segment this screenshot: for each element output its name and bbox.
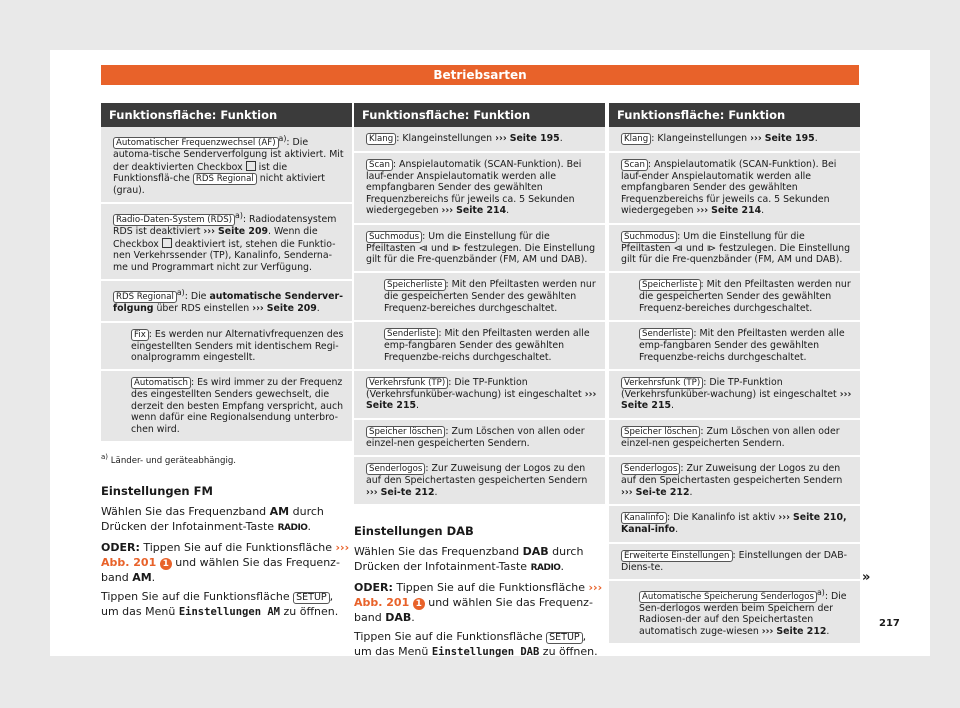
table-row: Speicher löschen : Zum Löschen von allen oder einzel-nen gespeicherten Sendern. — [354, 420, 605, 457]
figure-ref: Abb. 201 — [354, 596, 410, 610]
paragraph: Wählen Sie das Frequenzband AM durch Drücken der Infotainment-Taste RADIO. — [101, 504, 324, 533]
arrow-icon: ››› — [839, 389, 852, 401]
table-row: Scan : Anspielautomatik (SCAN-Funktion). Bei lauf-ender Anspielautomatik werden alle empfangbaren Sender des gewählten Frequenzbereichs für jeweils ca. 5 Sekunden wiedergegeben ››› Seite 214. — [354, 153, 605, 225]
page-ref: Seite 209 — [266, 303, 317, 315]
kanalinfo-button: Kanalinfo — [621, 512, 667, 524]
table-row: Suchmodus : Um die Einstellung für die Pfeiltasten ⧏ und ⧐ festzulegen. Die Einstellung gilt für die Fre-quenzbänder (FM, AM und DAB). — [609, 225, 860, 274]
arrow-icon: ››› — [621, 486, 633, 498]
arrow-icon: ››› — [441, 205, 454, 217]
section-heading: Einstellungen FM — [101, 483, 213, 498]
footnote-mark: a) — [235, 211, 243, 221]
menu-name: Einstellungen AM — [178, 605, 280, 618]
section-heading: Einstellungen DAB — [354, 524, 474, 539]
continue-icon: » — [862, 570, 871, 585]
speicherliste-button: Speicherliste — [639, 279, 701, 291]
row-text: über RDS einstellen — [153, 303, 253, 315]
footnote-mark: a) — [176, 288, 185, 298]
prev-arrow-icon: ⧏ — [673, 242, 683, 254]
arrow-icon: ››› — [335, 540, 350, 554]
af-button: Automatischer Frequenzwechsel (AF) — [113, 137, 279, 149]
checkbox-icon — [246, 161, 256, 171]
rds-button: Radio-Daten-System (RDS) — [113, 214, 235, 226]
setup-button: SETUP — [293, 592, 330, 604]
senderliste-button: Senderliste — [384, 328, 438, 340]
row-text: : Es werden nur Alternativfrequenzen des eingestellten Senders mit identischem Regi-onalprogramm eingestellt. — [131, 328, 344, 364]
arrow-icon: ››› — [252, 303, 264, 315]
paragraph: Wählen Sie das Frequenzband DAB durch Drücken der Infotainment-Taste RADIO. — [354, 545, 584, 574]
column-1 — [101, 103, 352, 624]
table-row — [101, 204, 352, 281]
setup-button: SETUP — [546, 632, 583, 644]
next-arrow-icon: ⧐ — [706, 242, 717, 254]
erweiterte-einstellungen-button: Erweiterte Einstellungen — [621, 550, 733, 562]
arrow-icon: ››› — [696, 205, 709, 217]
callout-number: 1 — [413, 598, 425, 610]
prev-arrow-icon: ⧏ — [418, 242, 428, 254]
row-text: : Die — [184, 291, 210, 303]
klang-button: Klang — [621, 133, 651, 145]
arrow-icon: ››› — [366, 486, 378, 498]
table-row: Verkehrsfunk (TP) : Die TP-Funktion (Verkehrsfunküber-wachung) ist eingeschaltet ››› Seite 215. — [354, 371, 605, 420]
speicher-loeschen-button: Speicher löschen — [366, 426, 445, 438]
arrow-icon: ››› — [750, 133, 762, 144]
paragraph: ODER: Tippen Sie auf die Funktionsfläche ››› Abb. 201 1 und wählen Sie das Frequenz-band AM. — [101, 540, 350, 584]
table-row: Senderlogos : Zur Zuweisung der Logos zu den auf den Speichertasten gespeicherten Sendern ››› Sei-te 212. — [354, 457, 605, 506]
row-text: nicht aktiviert (grau). — [113, 172, 325, 196]
table-header: Funktionsfläche: Funktion — [354, 103, 605, 127]
auto-speicherung-senderlogos-button: Automatische Speicherung Senderlogos — [639, 591, 817, 603]
table-row: Suchmodus : Um die Einstellung für die Pfeiltasten ⧏ und ⧐ festzulegen. Die Einstellung gilt für die Fre-quenzbänder (FM, AM und DAB). — [354, 225, 605, 274]
automatisch-button: Automatisch — [131, 377, 191, 389]
paragraph: Tippen Sie auf die Funktionsfläche SETUP , um das Menü Einstellungen DAB zu öffnen. — [354, 630, 598, 659]
rds-regional-button: RDS Regional — [193, 173, 257, 185]
paragraph: Tippen Sie auf die Funktionsfläche SETUP , um das Menü Einstellungen AM zu öffnen. — [101, 589, 339, 618]
callout-number: 1 — [160, 558, 172, 570]
speicher-loeschen-button: Speicher löschen — [621, 426, 700, 438]
scan-button: Scan — [621, 159, 648, 171]
table-row: Erweiterte Einstellungen : Einstellungen der DAB-Diens-te. — [609, 544, 860, 581]
row-text: : Radiodatensystem RDS ist deaktiviert — [113, 214, 337, 238]
arrow-icon: ››› — [203, 226, 216, 238]
column-2 — [354, 103, 605, 664]
table-row: Klang : Klangeinstellungen ››› Seite 195. — [609, 127, 860, 153]
column-3 — [609, 103, 860, 645]
radio-key-icon: RADIO — [530, 563, 561, 574]
row-text: : Es wird immer zu der Frequenz des eingestellten Senders gewechselt, die derzeit den besten Empfang verspricht, auch wenn dafür eine Regionalsendung unterbro-chen wird. — [131, 377, 344, 435]
page-ref: Seite 209 — [218, 226, 268, 238]
rds-regional-button: RDS Regional — [113, 291, 177, 303]
klang-button: Klang — [366, 133, 396, 145]
table-row — [101, 323, 352, 372]
row-text: : Die automa-tische Senderverfolgung ist aktiviert. Mit der deaktivierten Checkbox — [113, 137, 344, 173]
footnote-mark: a) — [101, 453, 109, 462]
suchmodus-button: Suchmodus — [366, 231, 422, 243]
row-text: . Wenn die Checkbox — [113, 226, 318, 250]
table-row — [101, 127, 352, 204]
section-header: Betriebsarten — [101, 65, 859, 85]
footnote — [101, 453, 352, 466]
table-row: Senderlogos : Zur Zuweisung der Logos zu den auf den Speichertasten gespeicherten Sendern ››› Sei-te 212. — [609, 457, 860, 506]
verkehrsfunk-button: Verkehrsfunk (TP) — [621, 377, 703, 389]
footnote-text: Länder- und geräteabhängig. — [110, 455, 237, 466]
table-row: Speicherliste : Mit den Pfeiltasten werden nur die gespeicherten Sender des gewählten Frequenz-bereiches durchgeschaltet. — [609, 273, 860, 322]
arrow-icon: ››› — [588, 581, 603, 595]
page-number: 217 — [879, 618, 900, 629]
table-row — [101, 371, 352, 443]
table-row: Kanalinfo : Die Kanalinfo ist aktiv ››› Seite 210, Kanal-info. — [609, 506, 860, 543]
table-header: Funktionsfläche: Funktion — [101, 103, 352, 127]
table-row: Verkehrsfunk (TP) : Die TP-Funktion (Verkehrsfunküber-wachung) ist eingeschaltet ››› Seite 215. — [609, 371, 860, 420]
table-row: Scan : Anspielautomatik (SCAN-Funktion). Bei lauf-ender Anspielautomatik werden alle empfangbaren Sender des gewählten Frequenzbereichs für jeweils ca. 5 Sekunden wiedergegeben ››› Seite 214. — [609, 153, 860, 225]
table-row: Klang : Klangeinstellungen ››› Seite 195. — [354, 127, 605, 153]
senderlogos-button: Senderlogos — [621, 463, 680, 475]
menu-name: Einstellungen DAB — [431, 646, 540, 659]
senderliste-button: Senderliste — [639, 328, 693, 340]
verkehrsfunk-button: Verkehrsfunk (TP) — [366, 377, 448, 389]
bold-text: automatische Senderver-folgung — [113, 291, 344, 315]
radio-key-icon: RADIO — [277, 522, 308, 533]
senderlogos-button: Senderlogos — [366, 463, 425, 475]
figure-ref: Abb. 201 — [101, 555, 157, 569]
footnote-mark: a) — [278, 134, 287, 143]
table-row — [101, 281, 352, 323]
footnote-mark: a) — [816, 587, 825, 597]
fix-button: Fix — [131, 329, 149, 341]
scan-button: Scan — [366, 159, 393, 171]
row-text: ist die Funktionsflä-che — [113, 161, 288, 184]
table-row: Speicher löschen : Zum Löschen von allen oder einzel-nen gespeicherten Sendern. — [609, 420, 860, 457]
table-row: Automatische Speicherung Senderlogos $^{a)}$: Die Sen-derlogos werden beim Speichern der Radiosen-der auf den Speichertasten automatisch zuge-wiesen ››› Seite 212. — [609, 581, 860, 645]
next-arrow-icon: ⧐ — [451, 242, 462, 254]
table-row: Senderliste : Mit den Pfeiltasten werden alle emp-fangbaren Sender des gewählten Frequenzbe-reichs durchgeschaltet. — [354, 322, 605, 371]
row-text: deaktiviert ist, stehen die Funktio-nen Verkehrssender (TP), Kanalinfo, Senderna-me und Programmart nicht zur Verfügung. — [113, 238, 336, 273]
paragraph: ODER: Tippen Sie auf die Funktionsfläche ››› Abb. 201 1 und wählen Sie das Frequenz-band DAB. — [354, 581, 603, 625]
arrow-icon: ››› — [761, 625, 774, 637]
table-row: Senderliste : Mit den Pfeiltasten werden alle emp-fangbaren Sender des gewählten Frequenzbe-reichs durchgeschaltet. — [609, 322, 860, 371]
suchmodus-button: Suchmodus — [621, 231, 677, 243]
checkbox-icon — [162, 238, 172, 248]
speicherliste-button: Speicherliste — [384, 279, 446, 291]
arrow-icon: ››› — [495, 133, 507, 144]
row-text: . — [316, 303, 320, 315]
table-header: Funktionsfläche: Funktion — [609, 103, 860, 127]
table-row: Speicherliste : Mit den Pfeiltasten werden nur die gespeicherten Sender des gewählten Frequenz-bereiches durchgeschaltet. — [354, 273, 605, 322]
arrow-icon: ››› — [584, 389, 597, 401]
arrow-icon: ››› — [778, 512, 790, 524]
